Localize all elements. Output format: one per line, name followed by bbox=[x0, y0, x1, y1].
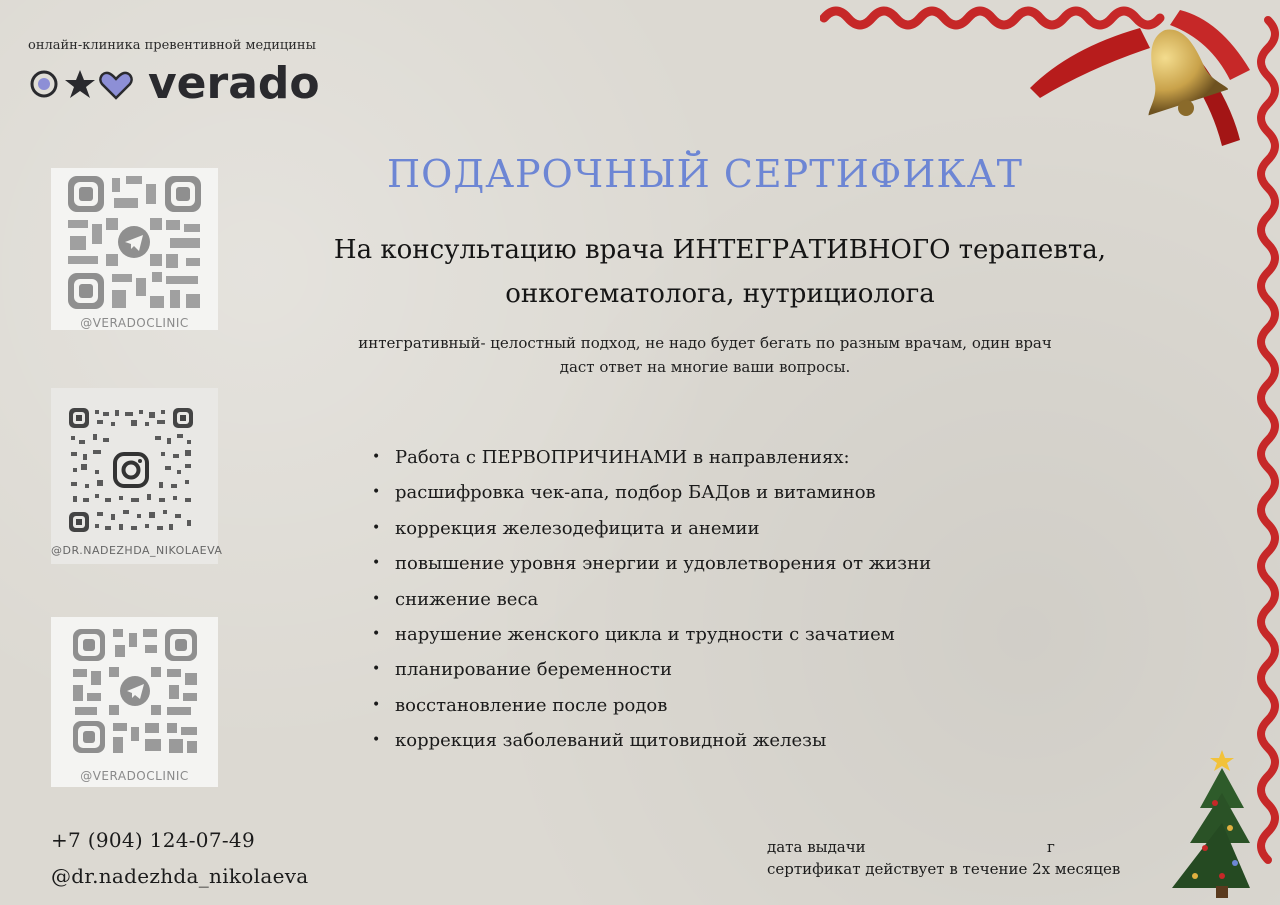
qr-label: @DR.NADEZHDA_NIKOLAEVA bbox=[51, 544, 223, 557]
list-item: • Работа с ПЕРВОПРИЧИНАМИ в направлениях: bbox=[372, 440, 931, 475]
subtitle-line: онкогематолога, нутрициолога bbox=[505, 279, 935, 309]
note-line: интегративный- целостный подход, не надо будет бегать по разным врачам, один врач bbox=[358, 334, 1052, 352]
qr-pattern-icon bbox=[69, 408, 193, 532]
certificate-title: ПОДАРОЧНЫЙ СЕРТИФИКАТ bbox=[387, 152, 1023, 196]
bell-icon bbox=[1128, 20, 1228, 125]
social-handle[interactable]: @dr.nadezhda_nikolaeva bbox=[51, 864, 309, 888]
certificate-subtitle bbox=[290, 228, 1150, 316]
list-item: • планирование беременности bbox=[372, 652, 931, 687]
note-line: даст ответ на многие ваши вопросы. bbox=[559, 358, 851, 376]
list-item: • снижение веса bbox=[372, 582, 931, 617]
phone-number[interactable]: +7 (904) 124-07-49 bbox=[51, 828, 255, 852]
christmas-tree-icon bbox=[1160, 748, 1250, 900]
brand-name: verado bbox=[148, 58, 320, 109]
list-item: • расшифровка чек-апа, подбор БАДов и витаминов bbox=[372, 475, 931, 510]
issue-date-label: дата выдачи bbox=[767, 838, 866, 856]
qr-code-instagram-doctor[interactable] bbox=[51, 388, 223, 564]
list-item: • нарушение женского цикла и трудности с зачатием bbox=[372, 617, 931, 652]
qr-label: @VERADOCLINIC bbox=[80, 316, 189, 330]
services-list bbox=[372, 440, 931, 759]
qr-label: @VERADOCLINIC bbox=[80, 769, 189, 783]
list-item: • коррекция заболеваний щитовидной железы bbox=[372, 723, 931, 758]
validity-text: сертификат действует в течение 2х месяцев bbox=[767, 860, 1121, 878]
qr-pattern-icon bbox=[71, 627, 199, 755]
qr-code-telegram-clinic[interactable] bbox=[51, 168, 218, 330]
list-item: • восстановление после родов bbox=[372, 688, 931, 723]
subtitle-line: На консультацию врача ИНТЕГРАТИВНОГО терапевта, bbox=[333, 235, 1107, 265]
list-item: • коррекция железодефицита и анемии bbox=[372, 511, 931, 546]
brand-tagline: онлайн-клиника превентивной медицины bbox=[28, 38, 316, 53]
qr-pattern-icon bbox=[66, 174, 203, 311]
logo-symbols-icon bbox=[28, 64, 134, 104]
qr-code-telegram-clinic-2[interactable] bbox=[51, 617, 218, 787]
brand-logo bbox=[28, 58, 320, 109]
list-item: • повышение уровня энергии и удовлетворения от жизни bbox=[372, 546, 931, 581]
certificate-note bbox=[320, 331, 1090, 379]
year-suffix: г bbox=[1047, 838, 1055, 856]
